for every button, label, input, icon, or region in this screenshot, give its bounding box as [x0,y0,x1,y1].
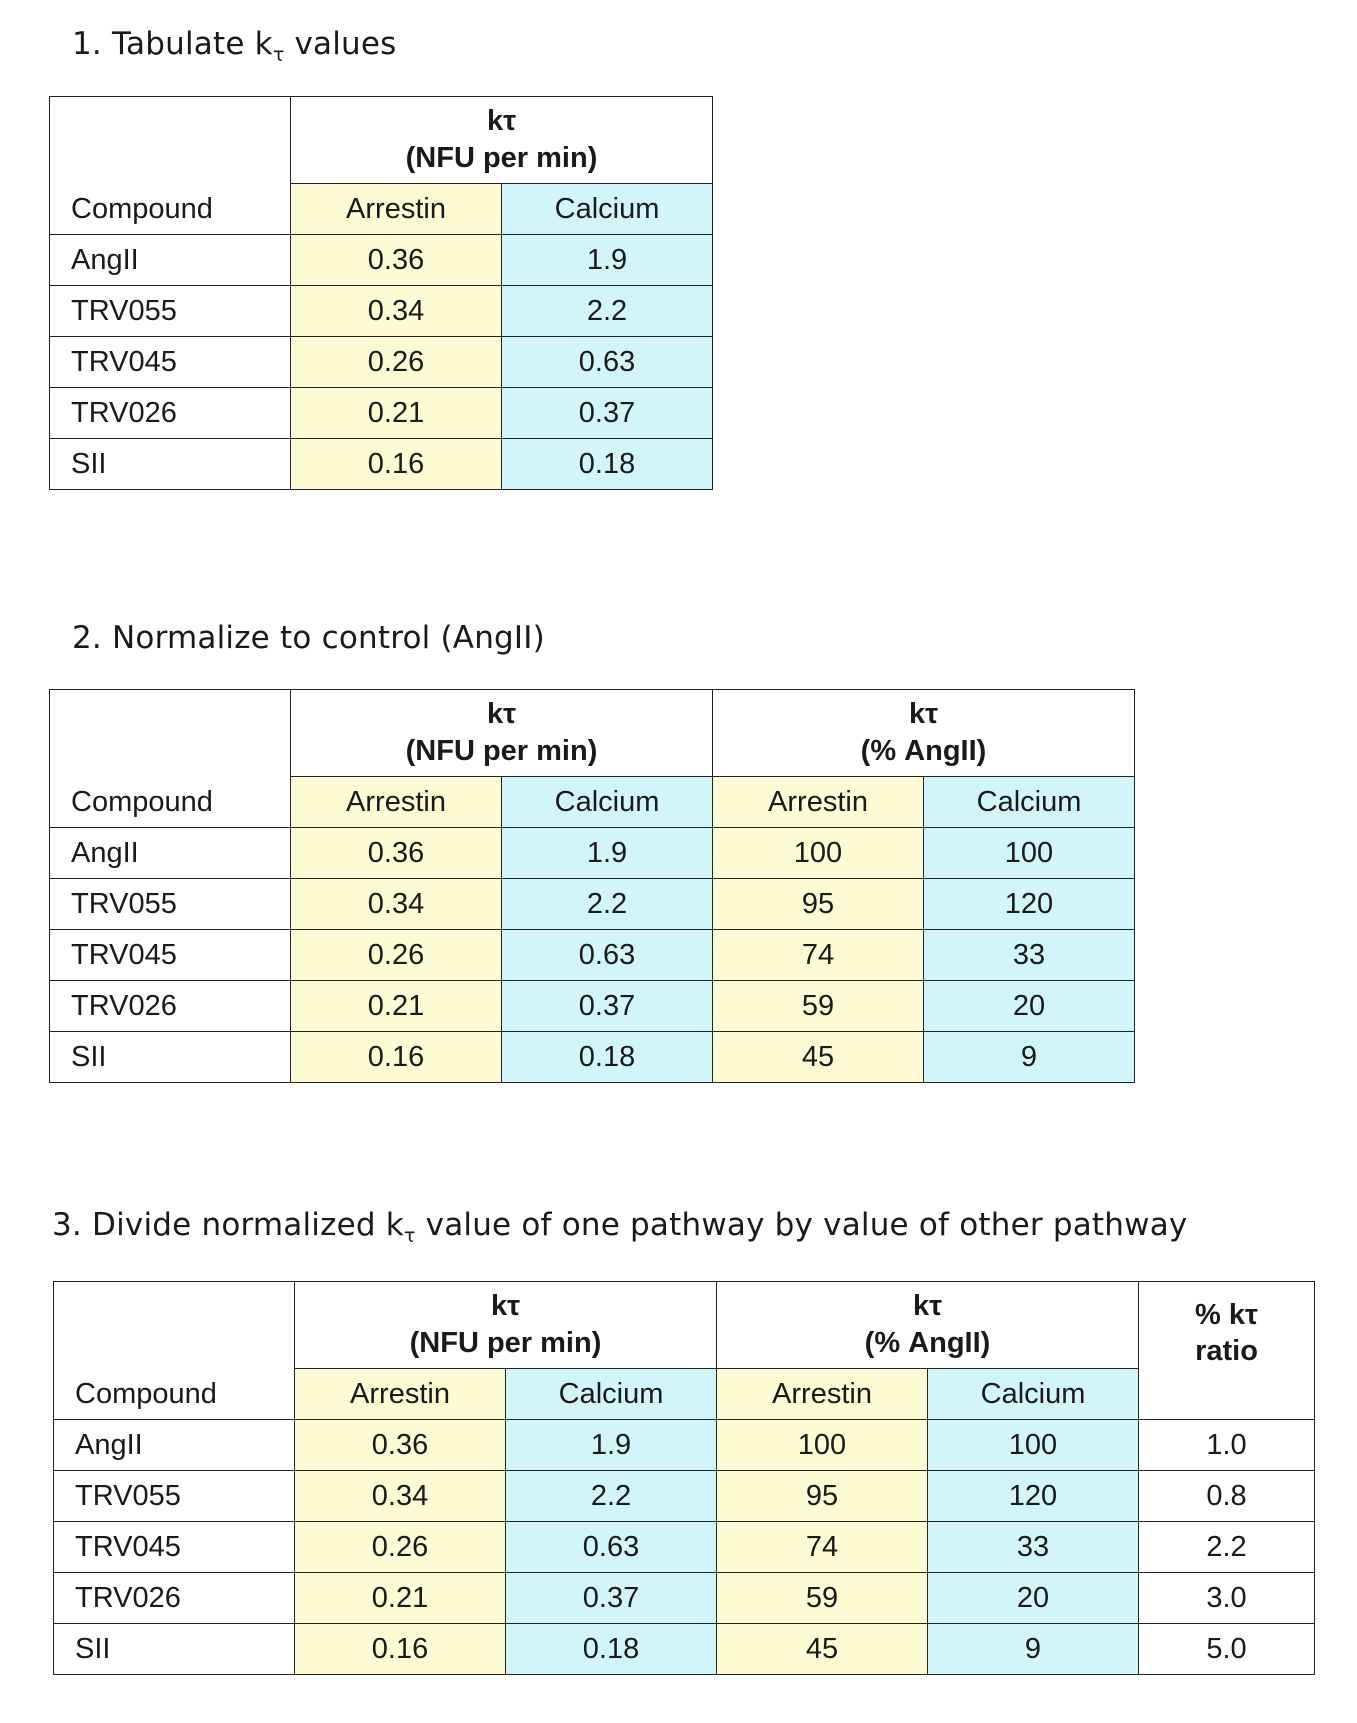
table-row [54,1624,1315,1675]
calcium-pct-cell: 33 [924,930,1135,981]
compound-cell: TRV026 [50,981,291,1032]
pct-unit: (% AngII) [864,1327,991,1359]
compound-cell: TRV045 [54,1522,295,1573]
ratio-cell: 2.2 [1139,1522,1315,1573]
calcium-pct-cell: 100 [928,1420,1139,1471]
kt-symbol: kτ [486,105,517,137]
arrestin-nfu-cell: 0.26 [295,1522,506,1573]
table-row [50,930,1135,981]
arrestin-pct-cell: 74 [713,930,924,981]
table-3 [53,1281,1315,1675]
table-row [50,337,713,388]
kt-ratio-header [1139,1282,1315,1420]
compound-cell: TRV045 [50,337,291,388]
arrestin-nfu-cell: 0.21 [291,388,502,439]
kt-pct-group-header [713,690,1135,777]
arrestin-pct-cell: 45 [717,1624,928,1675]
arrestin-nfu-cell: 0.21 [291,981,502,1032]
calcium-pct-cell: 20 [924,981,1135,1032]
pct-unit: (% AngII) [860,735,987,767]
section-1-heading [72,26,397,66]
compound-cell: TRV055 [50,879,291,930]
arrestin-nfu-cell: 0.36 [295,1420,506,1471]
calcium-header: Calcium [506,1369,717,1420]
arrestin-nfu-cell: 0.34 [291,286,502,337]
arrestin-pct-cell: 45 [713,1032,924,1083]
section-2-heading [72,620,545,656]
table-3-group-header-row [54,1282,1315,1369]
arrestin-nfu-cell: 0.26 [291,930,502,981]
calcium-nfu-cell: 0.63 [502,337,713,388]
arrestin-pct-cell: 59 [713,981,924,1032]
arrestin-nfu-cell: 0.21 [295,1573,506,1624]
compound-cell: SII [54,1624,295,1675]
table-row [54,1573,1315,1624]
ratio-cell: 0.8 [1139,1471,1315,1522]
calcium-pct-cell: 20 [928,1573,1139,1624]
arrestin-nfu-cell: 0.26 [291,337,502,388]
calcium-header: Calcium [502,777,713,828]
table-row [50,388,713,439]
compound-header: Compound [54,1282,295,1420]
table-2-group-header-row [50,690,1135,777]
section-1-heading-suffix: values [284,26,397,62]
table-2 [49,689,1135,1083]
arrestin-nfu-cell: 0.16 [295,1624,506,1675]
section-1-heading-prefix: 1. Tabulate k [72,26,273,62]
nfu-unit: (NFU per min) [405,735,598,767]
table-row [50,235,713,286]
table-row [54,1471,1315,1522]
calcium-nfu-cell: 1.9 [502,828,713,879]
calcium-nfu-cell: 0.18 [502,1032,713,1083]
calcium-nfu-cell: 0.37 [502,388,713,439]
kt-symbol: kτ [912,1290,943,1322]
kt-pct-group-header [717,1282,1139,1369]
table-1 [49,96,713,490]
calcium-pct-cell: 33 [928,1522,1139,1573]
kt-nfu-group-header [291,690,713,777]
compound-cell: TRV026 [54,1573,295,1624]
kt-nfu-group-header [295,1282,717,1369]
calcium-pct-header: Calcium [924,777,1135,828]
table-row [50,286,713,337]
section-3-heading-suffix: value of one pathway by value of other pathway [415,1207,1188,1243]
calcium-nfu-cell: 1.9 [502,235,713,286]
nfu-unit: (NFU per min) [409,1327,602,1359]
calcium-nfu-cell: 1.9 [506,1420,717,1471]
calcium-pct-cell: 9 [924,1032,1135,1083]
calcium-nfu-cell: 0.18 [502,439,713,490]
calcium-nfu-cell: 0.18 [506,1624,717,1675]
arrestin-pct-header: Arrestin [717,1369,928,1420]
arrestin-nfu-cell: 0.16 [291,439,502,490]
calcium-nfu-cell: 0.37 [506,1573,717,1624]
arrestin-pct-cell: 95 [713,879,924,930]
arrestin-pct-cell: 100 [717,1420,928,1471]
compound-cell: SII [50,1032,291,1083]
compound-cell: TRV055 [50,286,291,337]
calcium-header: Calcium [502,184,713,235]
arrestin-pct-cell: 95 [717,1471,928,1522]
section-3-heading-subscript: τ [403,1225,416,1247]
compound-cell: TRV026 [50,388,291,439]
arrestin-nfu-cell: 0.34 [295,1471,506,1522]
calcium-pct-header: Calcium [928,1369,1139,1420]
table-row [50,1032,1135,1083]
compound-cell: TRV045 [50,930,291,981]
compound-cell: SII [50,439,291,490]
calcium-nfu-cell: 0.37 [502,981,713,1032]
section-3-heading-prefix: 3. Divide normalized k [52,1207,404,1243]
section-1-heading-subscript: τ [272,44,285,66]
table-row [54,1522,1315,1573]
section-3-heading [52,1207,1187,1247]
kt-symbol: kτ [486,698,517,730]
calcium-nfu-cell: 2.2 [506,1471,717,1522]
compound-cell: TRV055 [54,1471,295,1522]
section-2-heading-text: 2. Normalize to control (AngII) [72,620,545,656]
arrestin-nfu-cell: 0.16 [291,1032,502,1083]
arrestin-header: Arrestin [295,1369,506,1420]
table-row [50,879,1135,930]
calcium-pct-cell: 100 [924,828,1135,879]
arrestin-header: Arrestin [291,777,502,828]
arrestin-pct-header: Arrestin [713,777,924,828]
calcium-pct-cell: 120 [928,1471,1139,1522]
kt-symbol: kτ [908,698,939,730]
table-row [50,828,1135,879]
table-1-group-header-row [50,97,713,184]
table-row [54,1420,1315,1471]
calcium-nfu-cell: 0.63 [506,1522,717,1573]
compound-cell: AngII [50,828,291,879]
calcium-pct-cell: 9 [928,1624,1139,1675]
arrestin-nfu-cell: 0.36 [291,235,502,286]
table-row [50,439,713,490]
nfu-unit: (NFU per min) [405,142,598,174]
arrestin-nfu-cell: 0.36 [291,828,502,879]
kt-symbol: kτ [490,1290,521,1322]
calcium-nfu-cell: 2.2 [502,286,713,337]
compound-cell: AngII [50,235,291,286]
ratio-header-line1: % kτ [1195,1298,1258,1331]
compound-header: Compound [50,97,291,235]
table-row [50,981,1135,1032]
compound-header: Compound [50,690,291,828]
arrestin-nfu-cell: 0.34 [291,879,502,930]
kt-nfu-group-header [291,97,713,184]
calcium-pct-cell: 120 [924,879,1135,930]
arrestin-pct-cell: 100 [713,828,924,879]
ratio-header-line2: ratio [1195,1334,1258,1367]
arrestin-pct-cell: 59 [717,1573,928,1624]
arrestin-pct-cell: 74 [717,1522,928,1573]
calcium-nfu-cell: 0.63 [502,930,713,981]
ratio-cell: 1.0 [1139,1420,1315,1471]
arrestin-header: Arrestin [291,184,502,235]
compound-cell: AngII [54,1420,295,1471]
calcium-nfu-cell: 2.2 [502,879,713,930]
ratio-cell: 5.0 [1139,1624,1315,1675]
ratio-cell: 3.0 [1139,1573,1315,1624]
